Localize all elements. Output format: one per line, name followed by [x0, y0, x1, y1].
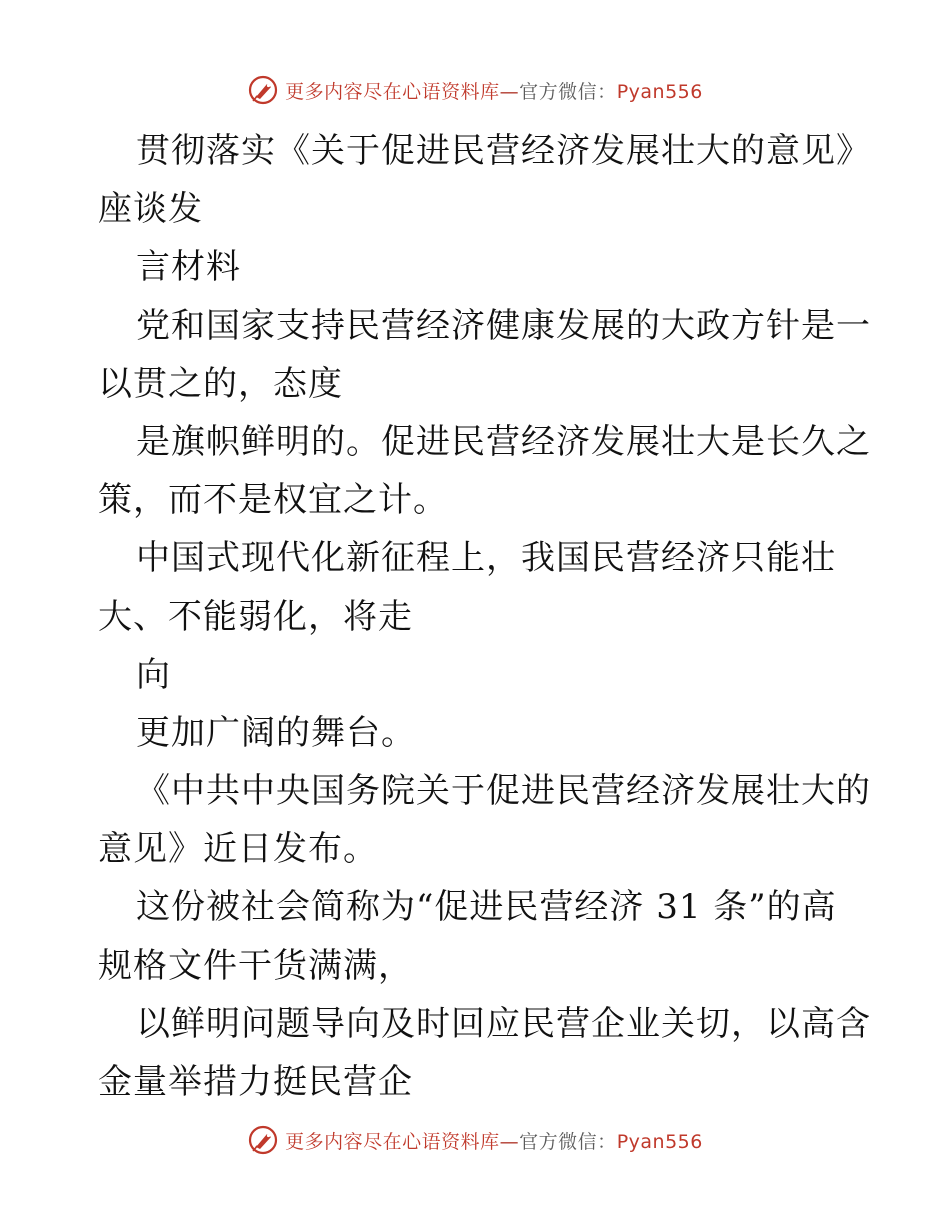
text-line: 《中共中央国务院关于促进民营经济发展壮大的	[136, 771, 871, 812]
banner-site-name: 更多内容尽在心语资料库	[285, 1130, 500, 1153]
banner-separator: —	[499, 80, 520, 103]
text-line: 党和国家支持民营经济健康发展的大政方针是一	[136, 305, 871, 346]
text-line: 金量举措力挺民营企	[98, 1062, 413, 1102]
banner-wechat-label: 官方微信：	[519, 1130, 617, 1153]
text-line: 更加广阔的舞台。	[136, 712, 416, 753]
text-line: 中国式现代化新征程上，我国民营经济只能壮	[136, 538, 836, 579]
pen-nib-logo-icon	[247, 74, 279, 106]
banner-text	[285, 77, 703, 104]
banner-wechat-label: 官方微信：	[519, 80, 617, 103]
text-line: 规格文件干货满满，	[98, 945, 413, 986]
banner-wechat-id: Pyan556	[616, 80, 703, 103]
text-line: 大、不能弱化，将走	[98, 596, 413, 637]
footer-banner	[0, 1120, 950, 1160]
text-line: 以鲜明问题导向及时回应民营企业关切，以高含	[136, 1003, 871, 1044]
banner-site-name: 更多内容尽在心语资料库	[285, 80, 500, 103]
document-body	[98, 122, 871, 1111]
text-line: 是旗帜鲜明的。促进民营经济发展壮大是长久之	[136, 421, 871, 462]
pen-nib-logo-icon	[247, 1124, 279, 1156]
banner-text	[285, 1127, 703, 1154]
text-line: 座谈发	[98, 189, 203, 230]
text-line: 策，而不是权宜之计。	[98, 480, 448, 521]
text-line: 以贯之的，态度	[98, 363, 343, 404]
text-line: 意见》近日发布。	[98, 829, 378, 870]
text-line: 言材料	[136, 247, 241, 288]
header-banner	[0, 70, 950, 110]
banner-separator: —	[499, 1130, 520, 1153]
banner-wechat-id: Pyan556	[616, 1130, 703, 1153]
text-line: 这份被社会简称为“促进民营经济 31 条”的高	[136, 887, 837, 928]
text-line: 贯彻落实《关于促进民营经济发展壮大的意见》	[136, 131, 871, 171]
text-line: 向	[136, 654, 171, 695]
